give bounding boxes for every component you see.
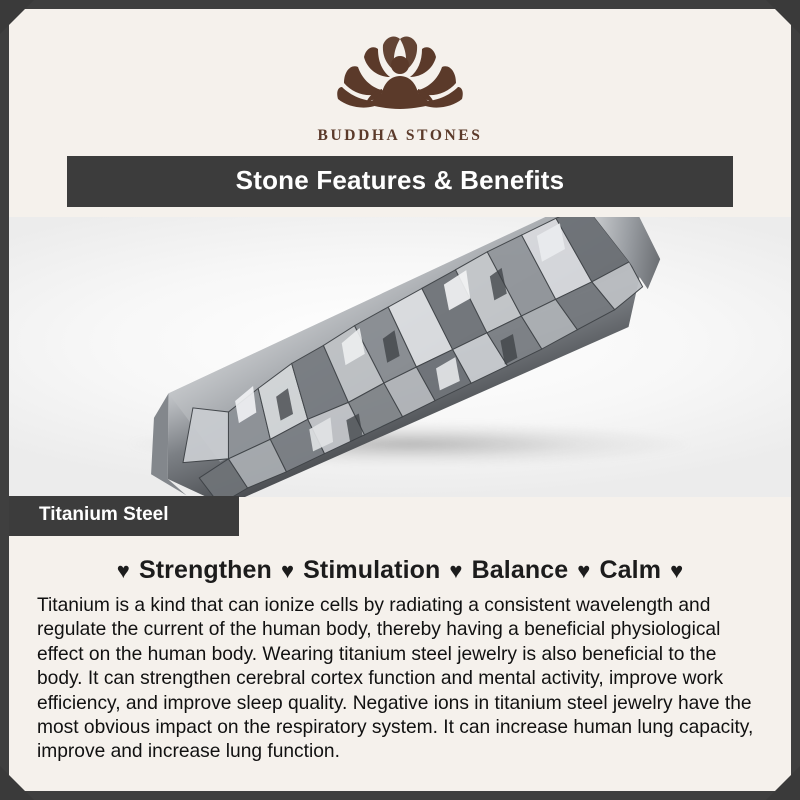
lotus-meditation-icon (312, 23, 488, 123)
benefit-balance: Balance (471, 556, 569, 584)
image-caption: Titanium Steel (9, 496, 239, 536)
heart-icon-1: ♥ (280, 558, 295, 583)
page-title: Stone Features & Benefits (67, 156, 733, 207)
corner-accent-top-left (0, 0, 34, 34)
heart-icon-4: ♥ (670, 558, 684, 583)
benefits-line (9, 556, 791, 585)
corner-accent-bottom-left (0, 766, 34, 800)
benefit-stimulation: Stimulation (303, 556, 441, 584)
heart-icon-2: ♥ (449, 558, 463, 583)
benefit-calm: Calm (599, 556, 662, 584)
corner-accent-bottom-right (766, 766, 800, 800)
benefit-strengthen: Strengthen (138, 556, 272, 584)
corner-accent-top-right (766, 0, 800, 34)
poster-inner (9, 9, 791, 791)
heart-icon-3: ♥ (577, 558, 591, 583)
brand-name: BUDDHA STONES (317, 127, 483, 144)
brand-block (9, 9, 791, 145)
description-text: Titanium is a kind that can ionize cells by radiating a consistent wavelength and regulate the current of the human body, thereby having a beneficial physiological effect on the human body. Wearing titanium steel jewelry is also beneficial to the body. It can strengthen cerebral cortex function and mental activity, improve work efficiency, and improve sleep quality. Negative ions in titanium steel jewelry have the most obvious impact on the respiratory system. It can increase human lung capacity, improve and increase lung function. (37, 595, 754, 763)
heart-icon-0: ♥ (116, 558, 130, 583)
hero-image (9, 217, 791, 497)
